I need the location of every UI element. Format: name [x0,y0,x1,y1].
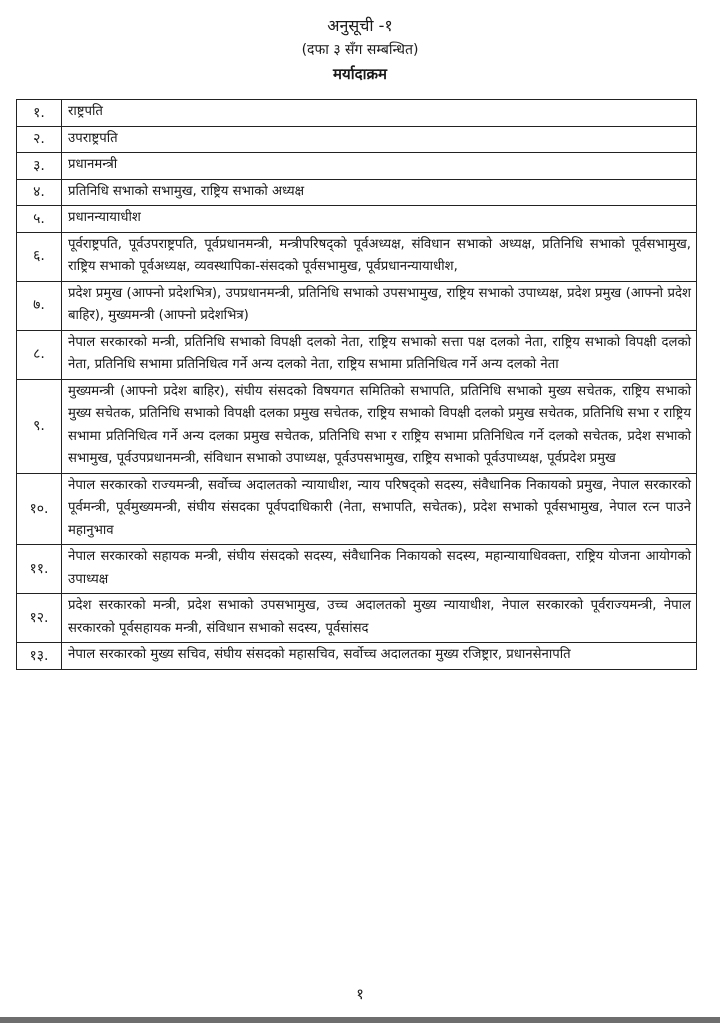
rank-officials: नेपाल सरकारको सहायक मन्त्री, संघीय संसदको सदस्य, संवैधानिक निकायको सदस्य, महान्यायाधिवक्ता, राष्ट्रिय योजना आयोगको उपाध्यक्ष [62,545,697,594]
table-row [17,232,697,281]
rank-number: १. [17,100,62,127]
table-row [17,206,697,233]
rank-officials: उपराष्ट्रपति [62,126,697,153]
rank-officials: प्रदेश प्रमुख (आफ्नो प्रदेशभित्र), उपप्रधानमन्त्री, प्रतिनिधि सभाको उपसभामुख, राष्ट्रिय सभाको उपाध्यक्ष, प्रदेश प्रमुख (आफ्नो प्रदेश बाहिर), मुख्यमन्त्री (आफ्नो प्रदेशभित्र) [62,281,697,330]
table-row [17,330,697,379]
rank-number: ११. [17,545,62,594]
table-row [17,473,697,545]
table-row [17,153,697,180]
rank-number: ४. [17,179,62,206]
rank-officials: प्रदेश सरकारको मन्त्री, प्रदेश सभाको उपसभामुख, उच्च अदालतको मुख्य न्यायाधीश, नेपाल सरकारको पूर्वराज्यमन्त्री, नेपाल सरकारको पूर्वसहायक मन्त्री, संविधान सभाको सदस्य, पूर्वसांसद [62,594,697,643]
rank-officials: प्रधानमन्त्री [62,153,697,180]
rank-officials: प्रतिनिधि सभाको सभामुख, राष्ट्रिय सभाको अध्यक्ष [62,179,697,206]
rank-number: ७. [17,281,62,330]
bottom-bar [0,1017,720,1023]
rank-officials: पूर्वराष्ट्रपति, पूर्वउपराष्ट्रपति, पूर्वप्रधानमन्त्री, मन्त्रीपरिषद्को पूर्वअध्यक्ष, संविधान सभाको अध्यक्ष, प्रतिनिधि सभाको पूर्वसभामुख, राष्ट्रिय सभाको पूर्वअध्यक्ष, व्यवस्थापिका-संसदको पूर्वसभामुख, पूर्वप्रधानन्यायाधीश, [62,232,697,281]
precedence-table-body [17,100,697,670]
schedule-title: अनुसूची -१ [327,16,393,35]
rank-number: ९. [17,379,62,473]
rank-officials: नेपाल सरकारको राज्यमन्त्री, सर्वोच्च अदालतको न्यायाधीश, न्याय परिषद्को सदस्य, संवैधानिक निकायको प्रमुख, नेपाल सरकारको पूर्वमन्त्री, पूर्वमुख्यमन्त्री, संघीय संसदका पूर्वपदाधिकारी (नेता, सभापति, सचेतक), प्रदेश सभाको पूर्वसभामुख, नेपाल रत्न पाउने महानुभाव [62,473,697,545]
rank-number: १३. [17,643,62,670]
table-row [17,100,697,127]
rank-number: २. [17,126,62,153]
document-header [0,14,720,86]
rank-number: ३. [17,153,62,180]
rank-number: १२. [17,594,62,643]
rank-number: ५. [17,206,62,233]
rank-officials: प्रधानन्यायाधीश [62,206,697,233]
schedule-subtitle: (दफा ३ सँग सम्बन्धित) [301,42,419,58]
table-row [17,379,697,473]
page-number: १ [356,985,364,1003]
table-row [17,126,697,153]
rank-officials: मुख्यमन्त्री (आफ्नो प्रदेश बाहिर), संघीय संसदको विषयगत समितिको सभापति, प्रतिनिधि सभाको मुख्य सचेतक, राष्ट्रिय सभाको मुख्य सचेतक, प्रतिनिधि सभाको विपक्षी दलका प्रमुख सचेतक, राष्ट्रिय सभाको विपक्षी दलको प्रमुख सचेतक, प्रतिनिधि सभा र राष्ट्रिय सभामा प्रतिनिधित्व गर्ने अन्य दलका प्रमुख सचेतक, प्रतिनिधि सभा र राष्ट्रिय सभामा प्रतिनिधित्व गर्ने दलको सचेतक, प्रदेश सभाको सभामुख, पूर्वउपप्रधानमन्त्री, संविधान सभाको उपाध्यक्ष, पूर्वउपसभामुख, राष्ट्रिय सभाको पूर्वउपाध्यक्ष, पूर्वप्रदेश प्रमुख [62,379,697,473]
precedence-table [16,99,697,670]
table-row [17,281,697,330]
table-row [17,594,697,643]
rank-officials: राष्ट्रपति [62,100,697,127]
table-row [17,643,697,670]
rank-number: ८. [17,330,62,379]
rank-number: १०. [17,473,62,545]
table-row [17,545,697,594]
table-row [17,179,697,206]
precedence-heading: मर्यादाक्रम [333,65,387,83]
rank-officials: नेपाल सरकारको मुख्य सचिव, संघीय संसदको महासचिव, सर्वोच्च अदालतका मुख्य रजिष्ट्रार, प्रधानसेनापति [62,643,697,670]
rank-officials: नेपाल सरकारको मन्त्री, प्रतिनिधि सभाको विपक्षी दलको नेता, राष्ट्रिय सभाको सत्ता पक्ष दलको नेता, राष्ट्रिय सभाको विपक्षी दलको नेता, प्रतिनिधि सभामा प्रतिनिधित्व गर्ने अन्य दलको नेता, राष्ट्रिय सभामा प्रतिनिधित्व गर्ने अन्य दलको नेता [62,330,697,379]
rank-number: ६. [17,232,62,281]
